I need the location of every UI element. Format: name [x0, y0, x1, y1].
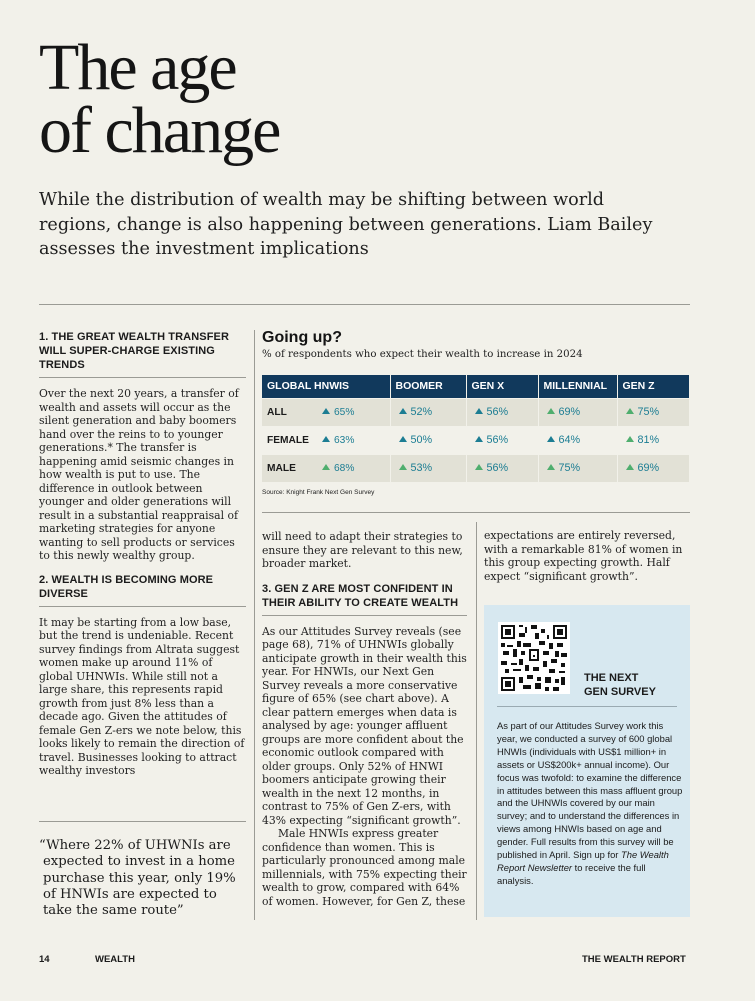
- table-cell: 63%: [334, 434, 355, 446]
- continued-text: expectations are entirely reversed, with a remarkable 81% of women in this group expecting growth. Half expect “significant growth”.: [484, 529, 683, 583]
- paragraph: Male HNWIs express greater confidence than women. This is particularly pronounced among male millennials, with 75% expecting their wealth to grow, compared with 64% of women. However, for Gen Z, these: [262, 827, 467, 908]
- up-arrow-icon: [475, 464, 483, 470]
- table-cell: 56%: [486, 462, 509, 475]
- quote-line: of HNWIs are expected to: [43, 886, 217, 902]
- divider: [262, 615, 467, 616]
- column-header: MILLENNIAL: [538, 375, 617, 398]
- column-divider: [254, 330, 255, 920]
- qr-code-icon: [501, 625, 567, 691]
- up-arrow-icon: [322, 408, 330, 414]
- quote-line: “Where 22% of UHWNIs are: [39, 838, 231, 853]
- divider: [497, 706, 677, 707]
- page-title: [39, 31, 459, 167]
- newsletter-link[interactable]: The Wealth Report Newsletter: [497, 849, 669, 873]
- box-text-b: to receive the full analysis.: [497, 861, 646, 886]
- divider: [39, 821, 246, 822]
- column-header: BOOMER: [390, 375, 466, 398]
- section-2-body: It may be starting from a low base, but the trend is undeniable. Recent survey findings from Altrata suggest women make up around 11% of global UHNWIs. While still not a large share, this represents rapid growth from just 8% less than a decade ago. Given the attitudes of female Gen Z-ers we note below, this looks likely to remain the direction of travel. Businesses looking to attract wealthy investors: [39, 615, 245, 777]
- table-header-row: [262, 375, 689, 398]
- row-label: ALL: [267, 406, 287, 418]
- table-cell: 50%: [410, 434, 433, 446]
- up-arrow-icon: [399, 408, 407, 414]
- box-heading-line: GEN SURVEY: [584, 686, 656, 698]
- column-header: GEN Z: [617, 375, 689, 398]
- table-cell: 75%: [558, 462, 581, 475]
- table-cell: 69%: [637, 462, 660, 475]
- quote-line: purchase this year, only 19%: [43, 870, 236, 886]
- lede: While the distribution of wealth may be shifting between world regions, change is also happening between generations. Liam Bailey assesses the investment implications: [39, 190, 653, 259]
- column-header: GEN X: [466, 375, 538, 398]
- section-1-body: Over the next 20 years, a transfer of wealth and assets will occur as the silent generation and baby boomers hand over the reins to to younger generations.* The transfer is happening amid seismic changes in how wealth is put to use. The difference in outlook between younger and older generations will result in a substantial reappraisal of marketing strategies for anyone wanting to sell products or services to this newly wealthy group.: [39, 387, 239, 562]
- title-line-1: The age: [39, 31, 236, 104]
- up-arrow-icon: [547, 464, 555, 470]
- table-row: [262, 426, 689, 454]
- divider: [39, 606, 246, 607]
- section-3-body: [262, 625, 467, 909]
- table-cell: 64%: [558, 434, 581, 446]
- left-column: [39, 330, 246, 778]
- pull-quote: [39, 838, 254, 919]
- box-text: [497, 720, 683, 888]
- qr-code[interactable]: [498, 622, 570, 694]
- chart-title: Going up?: [262, 329, 342, 346]
- continued-text: will need to adapt their strategies to ensure they are relevant to this new, broader market.: [262, 530, 463, 570]
- title-line-2: of change: [39, 94, 280, 167]
- table-cell: 68%: [334, 462, 355, 474]
- up-arrow-icon: [475, 408, 483, 414]
- box-heading: [584, 671, 656, 699]
- table-cell: 75%: [637, 406, 660, 418]
- up-arrow-icon: [626, 464, 634, 470]
- box-text-a: As part of our Attitudes Survey work this year, we conducted a survey of 600 global HNWIs (individuals with US$1 million+ in assets or US$200k+ annual income). Our focus was twofold: to examine the difference in attitudes between this mass affluent group and the UHNWIs covered by our main survey; and to understand the differences in views among HNWIs based on age and gender. Full results from this survey will be published in April. Sign up for: [497, 720, 683, 861]
- paragraph: As our Attitudes Survey reveals (see page 68), 71% of UHNWIs globally anticipate growth in their wealth this year. For HNWIs, our Next Gen Survey reveals a more conservative figure of 65% (see chart above). A clear pattern emerges when data is analysed by age: younger affluent groups are more confident about the economic outlook compared with older groups. Only 52% of HNWI boomers anticipate growing their wealth in the next 12 months, in contrast to 75% of Gen Z-ers, with 43% expecting “significant growth”.: [262, 624, 467, 827]
- survey-info-box: [484, 605, 690, 917]
- up-arrow-icon: [547, 408, 555, 414]
- divider: [39, 304, 690, 305]
- footer-publication: THE WEALTH REPORT: [582, 954, 686, 965]
- divider: [262, 512, 690, 513]
- quote-line: take the same route”: [43, 903, 184, 919]
- table-cell: 53%: [410, 462, 433, 475]
- page-number: 14: [39, 954, 50, 965]
- wealth-expectation-table: [262, 375, 689, 482]
- quote-line: expected to invest in a home: [43, 854, 235, 870]
- up-arrow-icon: [626, 408, 634, 414]
- section-2-heading: 2. WEALTH IS BECOMING MORE DIVERSE: [39, 573, 214, 600]
- section-3-heading: 3. GEN Z ARE MOST CONFIDENT IN THEIR ABILITY TO CREATE WEALTH: [262, 582, 459, 609]
- table-cell: 56%: [486, 434, 509, 446]
- table-cell: 56%: [486, 406, 509, 418]
- section-1-heading: 1. THE GREAT WEALTH TRANSFER WILL SUPER-CHARGE EXISTING TRENDS: [39, 331, 229, 371]
- divider: [39, 377, 246, 378]
- row-label: FEMALE: [267, 434, 309, 446]
- chart-source: Source: Knight Frank Next Gen Survey: [262, 489, 375, 496]
- up-arrow-icon: [322, 436, 330, 442]
- up-arrow-icon: [399, 464, 407, 470]
- table-row: [262, 398, 689, 426]
- up-arrow-icon: [626, 436, 634, 442]
- up-arrow-icon: [399, 436, 407, 442]
- table-cell: 52%: [410, 406, 433, 418]
- right-column: [484, 529, 690, 583]
- table-cell: 69%: [558, 406, 581, 418]
- up-arrow-icon: [475, 436, 483, 442]
- column-divider: [476, 522, 477, 920]
- column-header: GLOBAL HNWIS: [262, 375, 390, 398]
- footer-section: WEALTH: [95, 954, 135, 965]
- up-arrow-icon: [322, 464, 330, 470]
- table-cell: 81%: [637, 434, 660, 446]
- up-arrow-icon: [547, 436, 555, 442]
- table-cell: 65%: [334, 406, 355, 418]
- row-label: MALE: [267, 462, 296, 474]
- chart-subtitle: % of respondents who expect their wealth to increase in 2024: [262, 349, 583, 360]
- box-heading-line: THE NEXT: [584, 672, 639, 684]
- middle-column: [262, 530, 467, 908]
- table-row: [262, 454, 689, 482]
